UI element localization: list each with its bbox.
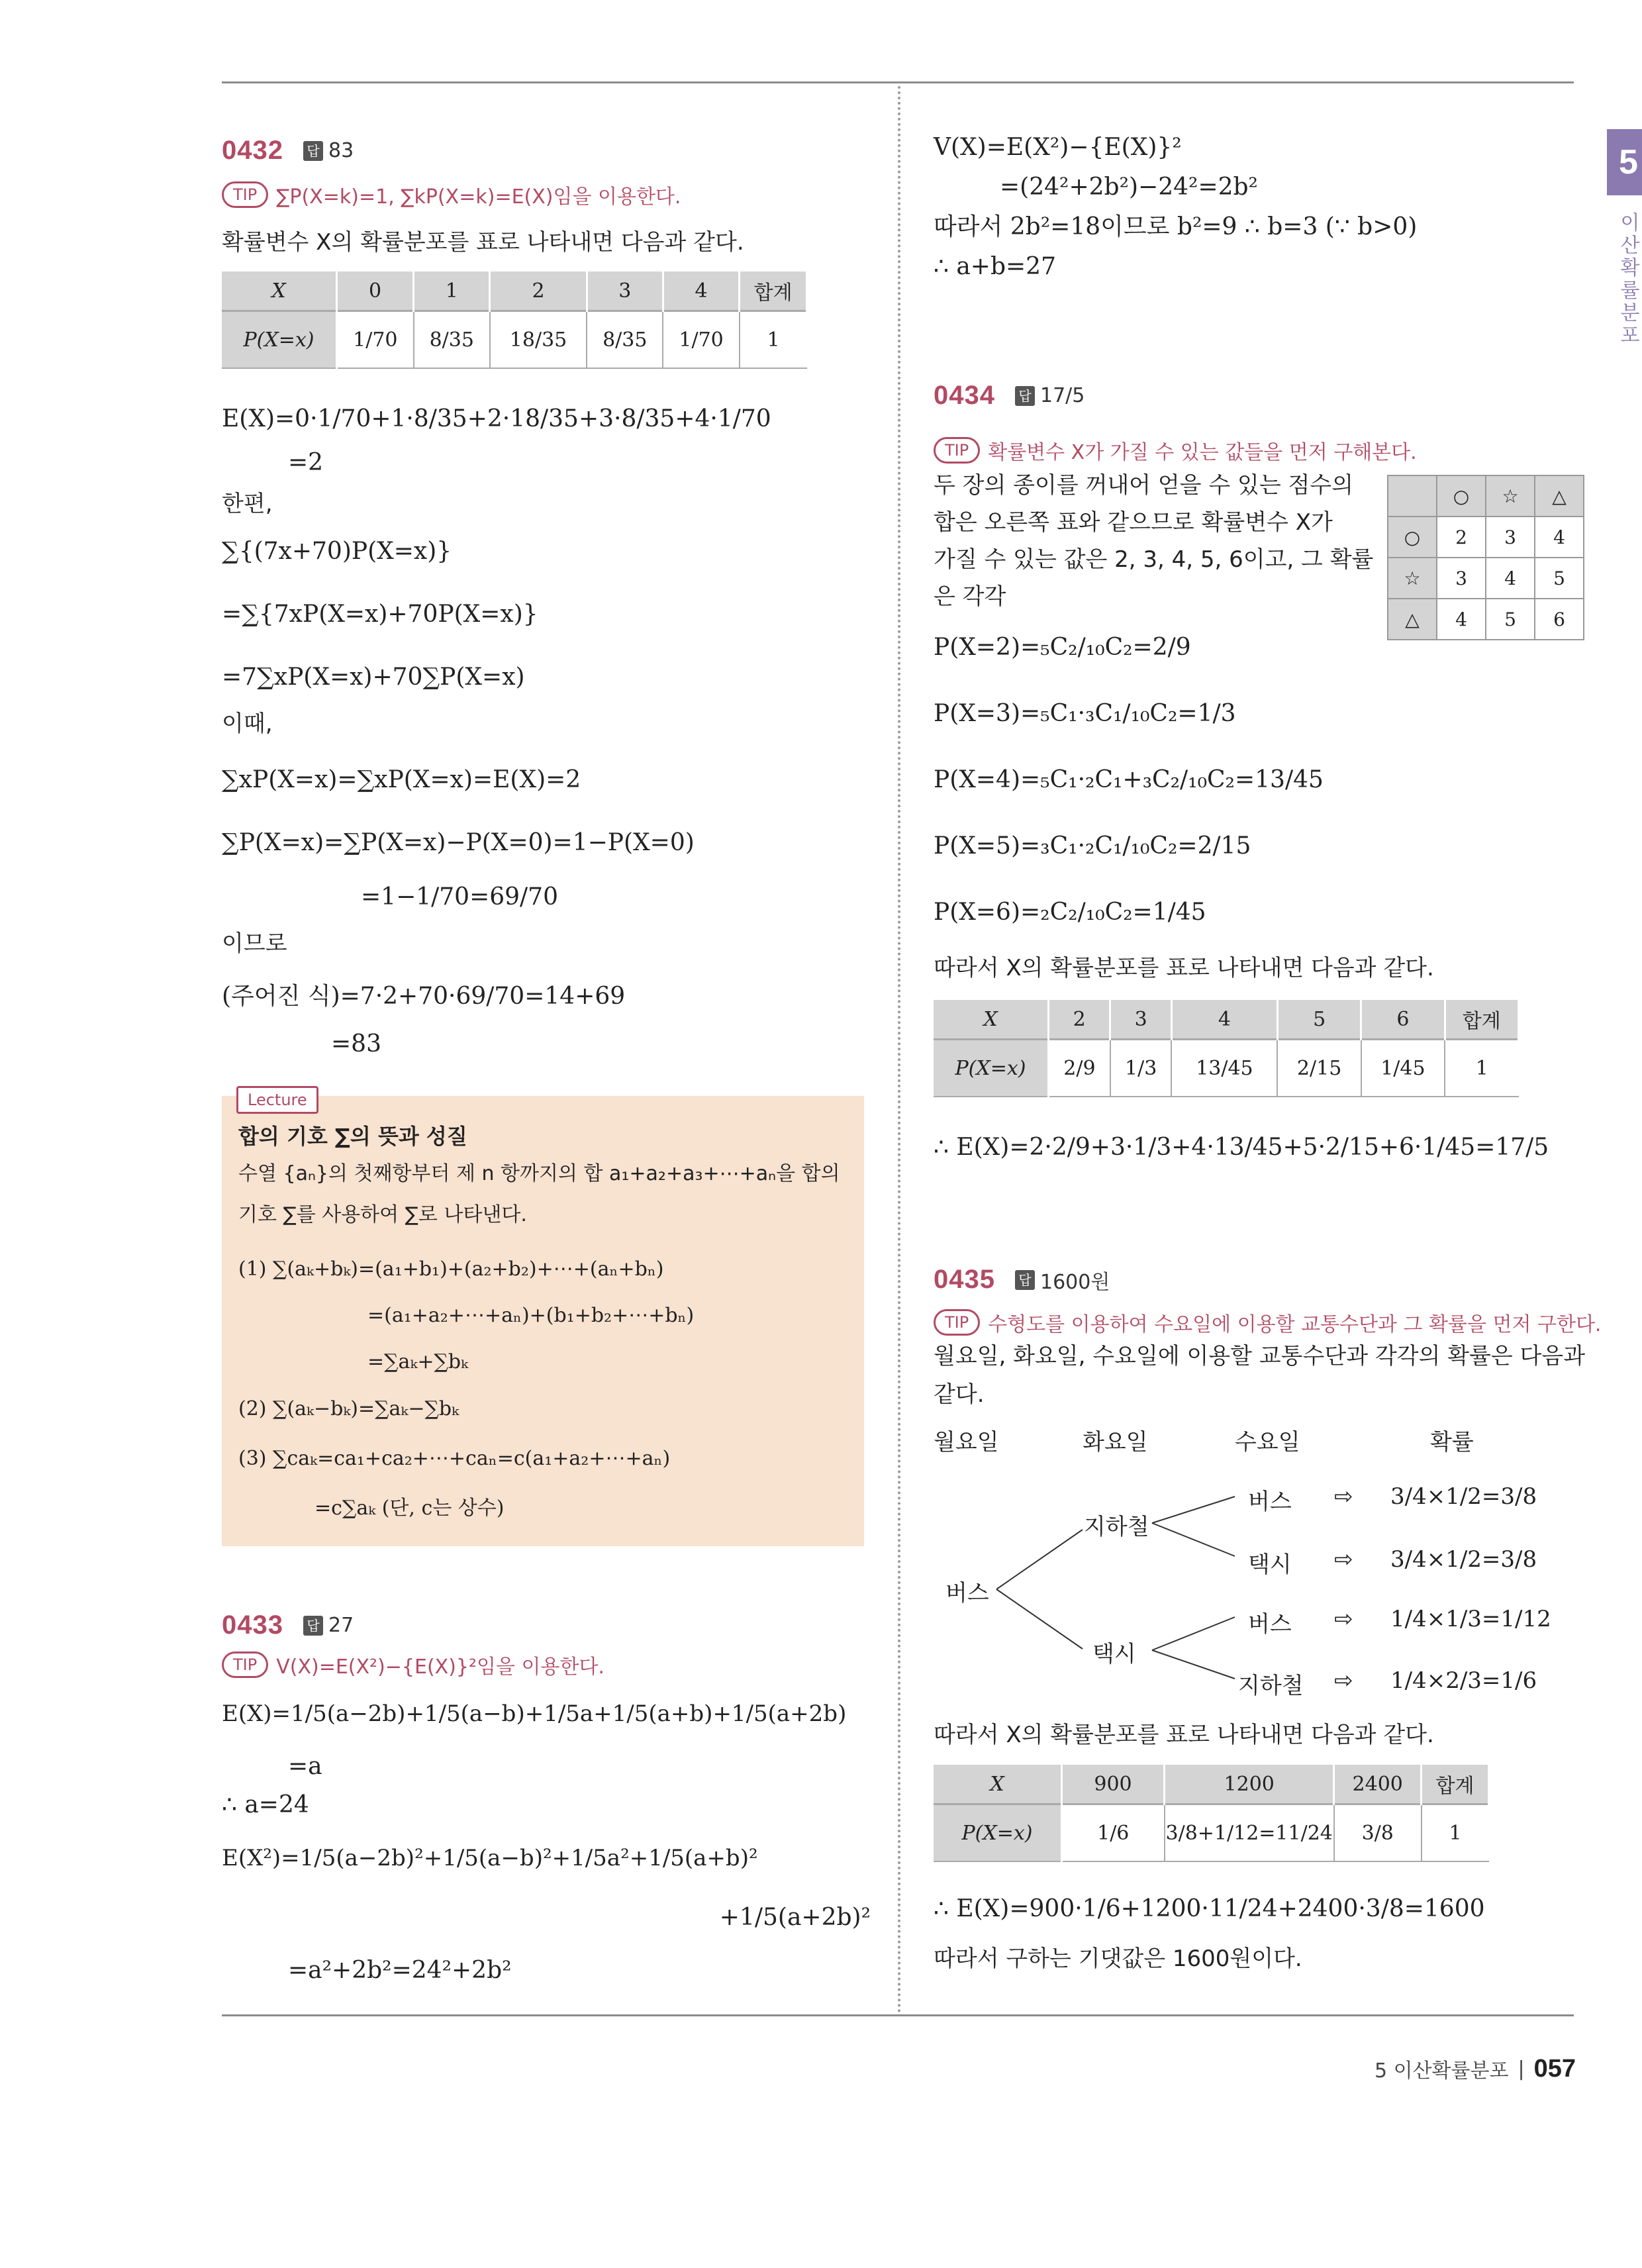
table-cell: 8/35 <box>587 311 663 369</box>
table-header: 3 <box>1110 1000 1172 1040</box>
solution-line: 한편, <box>222 491 273 517</box>
tree-mid: 지하철 <box>1084 1514 1149 1540</box>
solution-line: V(X)=E(X²)−{E(X)}² <box>934 134 1182 161</box>
lecture-desc: 기호 ∑를 사용하여 ∑로 나타낸다. <box>238 1203 527 1226</box>
problem-0435-intro: 월요일, 화요일, 수요일에 이용할 교통수단과 각각의 확률은 다음과 <box>934 1343 1586 1369</box>
sym-row-label: ☆ <box>1388 558 1437 599</box>
problem-0433-tip <box>222 1650 604 1679</box>
problem-0435-final: 따라서 구하는 기댓값은 1600원이다. <box>934 1946 1302 1972</box>
lecture-item: =∑aₖ+∑bₖ <box>367 1350 469 1373</box>
solution-line: =2 <box>288 449 324 476</box>
lecture-desc: 수열 {aₙ}의 첫째항부터 제 n 항까지의 합 a₁+a₂+a₃+⋯+aₙ을 합의 <box>238 1162 840 1185</box>
lecture-item: =(a₁+a₂+⋯+aₙ)+(b₁+b₂+⋯+bₙ) <box>367 1304 695 1327</box>
solution-line: ∑P(X=x)=∑P(X=x)−P(X=0)=1−P(X=0) <box>222 829 695 856</box>
answer: 답 27 <box>303 1614 354 1637</box>
lecture-title: 합의 기호 ∑의 뜻과 성질 <box>238 1124 467 1149</box>
chapter-tab: 5 <box>1607 129 1642 195</box>
tree-leaf: 버스 <box>1248 1489 1292 1515</box>
table-cell: 13/45 <box>1171 1040 1277 1097</box>
problem-0434-tip <box>934 436 1417 465</box>
answer-icon: 답 <box>1015 386 1035 406</box>
table-cell: 1/45 <box>1361 1040 1445 1097</box>
footer-chapter: 5 이산확률분포 <box>1374 2059 1509 2083</box>
intro-line: 은 각각 <box>934 583 1006 610</box>
problem-0435-intro: 같다. <box>934 1381 985 1408</box>
tree-header: 월요일 <box>934 1429 999 1455</box>
problem-number: 0434 <box>934 381 995 410</box>
sym-row-label: △ <box>1388 599 1437 640</box>
prob-line: P(X=2)=₅C₂/₁₀C₂=2/9 <box>934 634 1191 661</box>
table-header: 합계 <box>1445 1000 1518 1040</box>
table-cell: 1/70 <box>337 311 414 369</box>
problem-0434-intro <box>934 467 1374 615</box>
solution-line: =a <box>288 1753 322 1780</box>
prob-line: P(X=4)=₅C₁·₂C₁+₃C₂/₁₀C₂=13/45 <box>934 766 1324 793</box>
table-cell: 1/6 <box>1062 1804 1165 1862</box>
problem-0435-header <box>934 1265 1110 1295</box>
problem-number: 0435 <box>934 1265 995 1294</box>
table-cell: 1/3 <box>1110 1040 1172 1097</box>
problem-0434-outro: 따라서 X의 확률분포를 표로 나타내면 다음과 같다. <box>934 955 1434 981</box>
problem-0435-table <box>934 1765 1490 1862</box>
table-header: 1 <box>414 271 490 311</box>
problem-0432-header <box>222 136 354 166</box>
chapter-vertical-title: 이산확률분포 <box>1616 212 1639 347</box>
problem-0432-tip <box>222 180 681 209</box>
intro-line: 가질 수 있는 값은 2, 3, 4, 5, 6이고, 그 확률 <box>934 546 1374 573</box>
tip-text: 확률변수 X가 가질 수 있는 값들을 먼저 구해본다. <box>988 441 1417 464</box>
table-header: 2 <box>490 271 587 311</box>
solution-line: ∑{(7x+70)P(X=x)} <box>222 538 452 565</box>
table-header: 900 <box>1062 1765 1165 1804</box>
bottom-rule <box>222 2014 1574 2016</box>
answer-icon: 답 <box>303 141 323 161</box>
sym-header: ○ <box>1437 475 1486 517</box>
table-cell: 1 <box>740 311 807 369</box>
problem-0433-continued <box>934 129 1569 285</box>
table-cell: 1 <box>1422 1804 1489 1862</box>
problem-0434-header <box>934 381 1085 411</box>
intro-line: 합은 오른쪽 표와 같으므로 확률변수 X가 <box>934 509 1333 536</box>
prob-line: P(X=6)=₂C₂/₁₀C₂=1/45 <box>934 899 1206 926</box>
problem-0433-header <box>222 1610 354 1640</box>
sym-cell: 2 <box>1437 517 1486 558</box>
sym-header <box>1388 475 1437 517</box>
problem-0432-intro: 확률변수 X의 확률분포를 표로 나타내면 다음과 같다. <box>222 229 744 256</box>
problem-number: 0432 <box>222 136 283 165</box>
table-header: 2400 <box>1334 1765 1422 1804</box>
problem-0433-solution <box>222 1695 871 1989</box>
sym-cell: 6 <box>1535 599 1584 640</box>
arrow-icon: ⇨ <box>1334 1546 1353 1573</box>
problem-0434-result: ∴ E(X)=2·2/9+3·1/3+4·13/45+5·2/15+6·1/45=17/5 <box>934 1134 1549 1161</box>
page-number: 057 <box>1533 2054 1576 2083</box>
solution-line: ∑xP(X=x)=∑xP(X=x)=E(X)=2 <box>222 766 581 793</box>
lecture-item: (1) ∑(aₖ+bₖ)=(a₁+b₁)+(a₂+b₂)+⋯+(aₙ+bₙ) <box>238 1257 664 1281</box>
tree-root: 버스 <box>945 1580 989 1606</box>
table-header: 3 <box>587 271 663 311</box>
sym-header: ☆ <box>1486 475 1535 517</box>
table-cell: 3/8 <box>1334 1804 1422 1862</box>
solution-line: 따라서 2b²=18이므로 b²=9 ∴ b=3 (∵ b>0) <box>934 213 1418 240</box>
solution-line: =7∑xP(X=x)+70∑P(X=x) <box>222 664 525 691</box>
table-header: X <box>934 1000 1049 1040</box>
table-header: 4 <box>1171 1000 1277 1040</box>
tree-header: 수요일 <box>1235 1429 1300 1455</box>
solution-line: =a²+2b²=24²+2b² <box>288 1957 512 1984</box>
table-header: 2 <box>1049 1000 1110 1040</box>
sym-row-label: ○ <box>1388 517 1437 558</box>
sym-cell: 4 <box>1486 558 1535 599</box>
table-header: 5 <box>1277 1000 1361 1040</box>
arrow-icon: ⇨ <box>1334 1606 1353 1632</box>
row-label: P(X=x) <box>222 311 337 369</box>
solution-line: E(X²)=1/5(a−2b)²+1/5(a−b)²+1/5a²+1/5(a+b)² <box>222 1845 758 1871</box>
sym-header: △ <box>1535 475 1584 517</box>
answer: 답 1600원 <box>1015 1265 1110 1295</box>
top-rule <box>222 81 1574 83</box>
score-sum-table <box>1387 475 1584 640</box>
tree-header: 확률 <box>1430 1429 1474 1455</box>
problem-0434-table <box>934 1000 1520 1097</box>
problem-0432-solution <box>222 401 871 1063</box>
tree-header: 화요일 <box>1083 1429 1148 1455</box>
solution-line: ∴ a+b=27 <box>934 253 1056 280</box>
tree-prob: 1/4×1/3=1/12 <box>1390 1606 1551 1632</box>
answer: 답 17/5 <box>1015 384 1085 407</box>
lecture-item: =c∑aₖ (단, c는 상수) <box>314 1497 505 1520</box>
problem-0435-outro: 따라서 X의 확률분포를 표로 나타내면 다음과 같다. <box>934 1722 1434 1748</box>
tip-text: V(X)=E(X²)−{E(X)}²임을 이용한다. <box>276 1655 604 1679</box>
problem-number: 0433 <box>222 1610 283 1640</box>
page-footer <box>1375 2054 1576 2083</box>
prob-line: P(X=5)=₃C₁·₂C₁/₁₀C₂=2/15 <box>934 832 1251 860</box>
table-header: 합계 <box>1422 1765 1489 1804</box>
problem-0435-result: ∴ E(X)=900·1/6+1200·11/24+2400·3/8=1600 <box>934 1895 1485 1922</box>
table-header: X <box>934 1765 1062 1804</box>
column-divider <box>898 86 900 2014</box>
table-cell: 8/35 <box>414 311 490 369</box>
lecture-content <box>238 1119 854 1532</box>
solution-line: =1−1/70=69/70 <box>361 883 558 911</box>
solution-line: (주어진 식)=7·2+70·69/70=14+69 <box>222 983 626 1010</box>
tree-mid: 택시 <box>1092 1641 1136 1667</box>
sym-cell: 3 <box>1486 517 1535 558</box>
sym-cell: 5 <box>1535 558 1584 599</box>
solution-line: ∴ a=24 <box>222 1791 309 1818</box>
problem-0434-probabilities <box>934 629 1569 931</box>
tree-leaf: 지하철 <box>1238 1673 1304 1699</box>
sym-cell: 4 <box>1437 599 1486 640</box>
lecture-item: (3) ∑caₖ=ca₁+ca₂+⋯+caₙ=c(a₁+a₂+⋯+aₙ) <box>238 1447 671 1470</box>
prob-line: P(X=3)=₅C₁·₃C₁/₁₀C₂=1/3 <box>934 700 1236 727</box>
problem-0432-table <box>222 271 808 369</box>
table-header: 0 <box>337 271 414 311</box>
solution-line: 이때, <box>222 711 273 737</box>
tree-diagram <box>927 1429 1589 1722</box>
solution-line: 이므로 <box>222 930 287 957</box>
tip-text: ∑P(X=k)=1, ∑kP(X=k)=E(X)임을 이용한다. <box>276 185 681 209</box>
problem-0435-tip <box>934 1308 1601 1337</box>
table-cell: 2/9 <box>1049 1040 1110 1097</box>
table-cell: 3/8+1/12=11/24 <box>1165 1804 1334 1862</box>
arrow-icon: ⇨ <box>1334 1667 1353 1694</box>
solution-line: E(X)=0·1/70+1·8/35+2·18/35+3·8/35+4·1/70 <box>222 405 771 432</box>
lecture-item: (2) ∑(aₖ−bₖ)=∑aₖ−∑bₖ <box>238 1397 459 1420</box>
tree-leaf: 버스 <box>1248 1611 1292 1638</box>
table-header: 6 <box>1361 1000 1445 1040</box>
tree-prob: 3/4×1/2=3/8 <box>1390 1483 1537 1510</box>
tip-badge: TIP <box>934 437 980 464</box>
sym-cell: 4 <box>1535 517 1584 558</box>
table-header: 1200 <box>1165 1765 1334 1804</box>
row-label: P(X=x) <box>934 1040 1049 1097</box>
solution-line: =83 <box>331 1030 381 1058</box>
answer-icon: 답 <box>1015 1270 1035 1290</box>
table-cell: 18/35 <box>490 311 587 369</box>
solution-line: E(X)=1/5(a−2b)+1/5(a−b)+1/5a+1/5(a+b)+1/5(a+2b) <box>222 1701 847 1727</box>
lecture-badge: Lecture <box>236 1086 318 1114</box>
table-header: 합계 <box>740 271 807 311</box>
tree-prob: 1/4×2/3=1/6 <box>1390 1667 1537 1694</box>
solution-line: =∑{7xP(X=x)+70P(X=x)} <box>222 601 538 628</box>
answer-icon: 답 <box>303 1616 323 1636</box>
solution-line: +1/5(a+2b)² <box>719 1904 871 1931</box>
solution-line: =(24²+2b²)−24²=2b² <box>1000 173 1258 201</box>
sym-cell: 5 <box>1486 599 1535 640</box>
tip-badge: TIP <box>222 1652 268 1678</box>
table-cell: 1/70 <box>663 311 739 369</box>
table-header: 4 <box>663 271 739 311</box>
answer: 답 83 <box>303 139 354 162</box>
tip-badge: TIP <box>222 181 268 208</box>
tree-prob: 3/4×1/2=3/8 <box>1390 1546 1537 1573</box>
tip-text: 수형도를 이용하여 수요일에 이용할 교통수단과 그 확률을 먼저 구한다. <box>988 1313 1602 1336</box>
table-header: X <box>222 271 337 311</box>
footer-separator: | <box>1518 2057 1525 2081</box>
tip-badge: TIP <box>934 1309 980 1336</box>
arrow-icon: ⇨ <box>1334 1483 1353 1510</box>
table-cell: 2/15 <box>1277 1040 1361 1097</box>
intro-line: 두 장의 종이를 꺼내어 얻을 수 있는 점수의 <box>934 472 1353 499</box>
row-label: P(X=x) <box>934 1804 1062 1862</box>
table-cell: 1 <box>1445 1040 1518 1097</box>
tree-leaf: 택시 <box>1248 1552 1292 1578</box>
sym-cell: 3 <box>1437 558 1486 599</box>
